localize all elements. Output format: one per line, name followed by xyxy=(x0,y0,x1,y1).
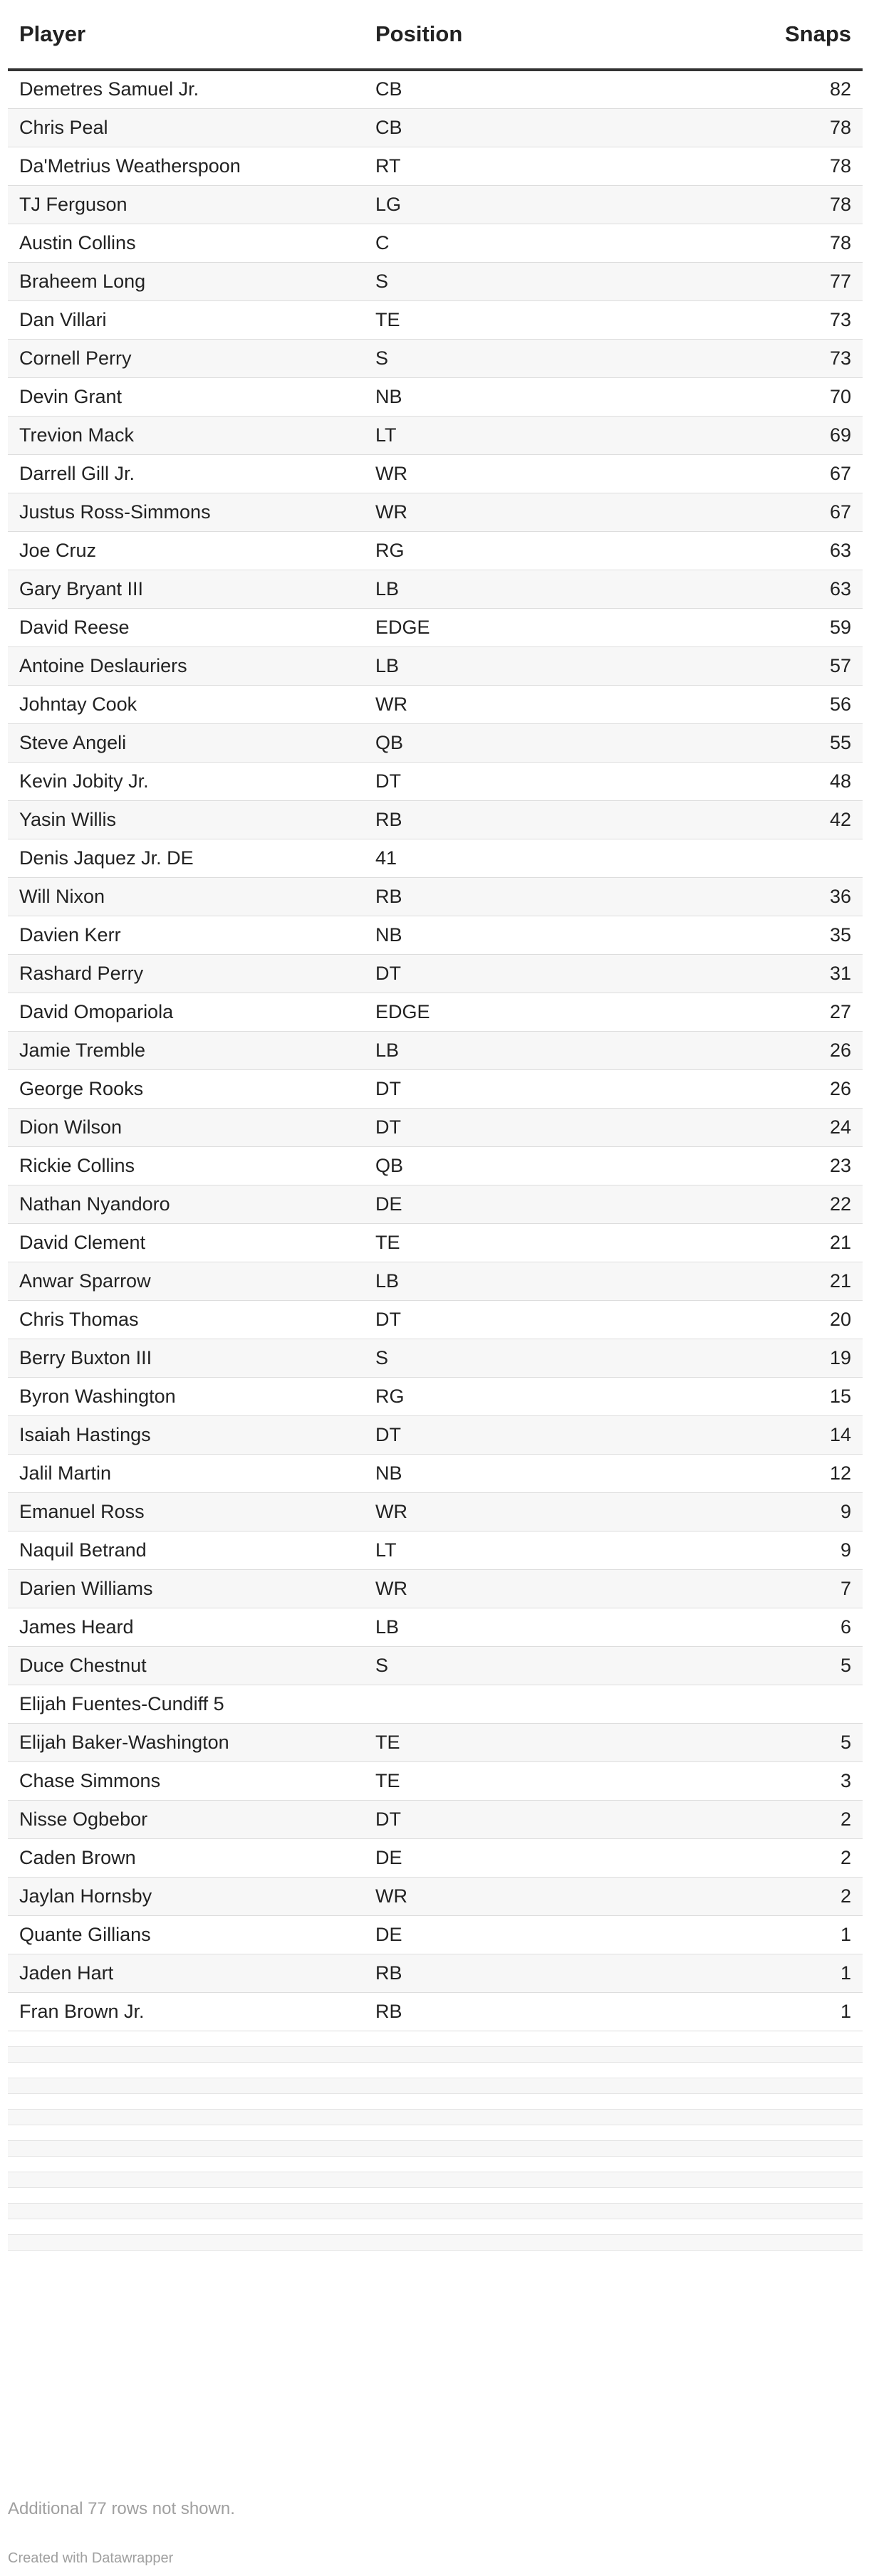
snaps-cell: 63 xyxy=(720,531,863,570)
table-row xyxy=(8,1838,863,1877)
player-cell: TJ Ferguson xyxy=(8,185,364,224)
snaps-cell: 21 xyxy=(720,1262,863,1300)
snaps-cell: 1 xyxy=(720,1954,863,1992)
table-row xyxy=(8,1992,863,2031)
position-cell: WR xyxy=(364,493,720,531)
table-row xyxy=(8,954,863,993)
snaps-cell: 9 xyxy=(720,1531,863,1569)
table-row xyxy=(8,877,863,916)
position-cell: DE xyxy=(364,1915,720,1954)
player-cell: Rickie Collins xyxy=(8,1146,364,1185)
position-cell: TE xyxy=(364,300,720,339)
position-cell: RB xyxy=(364,1954,720,1992)
empty-table-row xyxy=(8,2172,863,2188)
snaps-cell: 56 xyxy=(720,685,863,723)
table-row xyxy=(8,1877,863,1915)
player-cell: Kevin Jobity Jr. xyxy=(8,762,364,800)
position-cell: RB xyxy=(364,800,720,839)
player-cell: Duce Chestnut xyxy=(8,1646,364,1685)
snaps-cell: 5 xyxy=(720,1646,863,1685)
header-row xyxy=(8,0,863,70)
position-cell: LB xyxy=(364,646,720,685)
snaps-cell: 26 xyxy=(720,1069,863,1108)
player-cell: Naquil Betrand xyxy=(8,1531,364,1569)
table-row xyxy=(8,608,863,646)
empty-table-row xyxy=(8,2188,863,2204)
table-row xyxy=(8,993,863,1031)
snaps-cell: 2 xyxy=(720,1838,863,1877)
table-row xyxy=(8,1454,863,1492)
table-row xyxy=(8,1223,863,1262)
player-cell: Chris Peal xyxy=(8,108,364,147)
empty-rows xyxy=(8,2031,863,2251)
player-cell: Nisse Ogbebor xyxy=(8,1800,364,1838)
snaps-cell: 15 xyxy=(720,1377,863,1415)
table-row xyxy=(8,108,863,147)
player-cell: Nathan Nyandoro xyxy=(8,1185,364,1223)
table-row xyxy=(8,1646,863,1685)
position-cell: DT xyxy=(364,762,720,800)
table-row xyxy=(8,1146,863,1185)
empty-table-row xyxy=(8,2078,863,2094)
snaps-cell: 69 xyxy=(720,416,863,454)
player-cell: Darrell Gill Jr. xyxy=(8,454,364,493)
position-cell: EDGE xyxy=(364,608,720,646)
player-cell: Davien Kerr xyxy=(8,916,364,954)
snaps-cell: 67 xyxy=(720,493,863,531)
player-cell: Braheem Long xyxy=(8,262,364,300)
snaps-cell: 59 xyxy=(720,608,863,646)
table-row xyxy=(8,1800,863,1838)
player-cell: Jaylan Hornsby xyxy=(8,1877,364,1915)
player-cell: Darien Williams xyxy=(8,1569,364,1608)
header-player[interactable]: Player xyxy=(8,0,364,70)
table-container xyxy=(8,0,863,2251)
header-position[interactable]: Position xyxy=(364,0,720,70)
table-row xyxy=(8,723,863,762)
snaps-cell: 73 xyxy=(720,339,863,377)
position-cell: TE xyxy=(364,1223,720,1262)
snaps-cell: 20 xyxy=(720,1300,863,1339)
snaps-cell: 78 xyxy=(720,147,863,185)
player-cell: Cornell Perry xyxy=(8,339,364,377)
player-cell: Joe Cruz xyxy=(8,531,364,570)
player-cell: Demetres Samuel Jr. xyxy=(8,70,364,108)
position-cell: TE xyxy=(364,1761,720,1800)
player-cell: Anwar Sparrow xyxy=(8,1262,364,1300)
table-header xyxy=(8,0,863,70)
empty-table-row xyxy=(8,2047,863,2063)
snaps-table xyxy=(8,0,863,2031)
snaps-cell: 48 xyxy=(720,762,863,800)
snaps-cell: 31 xyxy=(720,954,863,993)
player-cell: Jaden Hart xyxy=(8,1954,364,1992)
snaps-cell xyxy=(720,839,863,877)
snaps-cell: 19 xyxy=(720,1339,863,1377)
table-row xyxy=(8,916,863,954)
snaps-cell: 1 xyxy=(720,1915,863,1954)
position-cell: DT xyxy=(364,954,720,993)
empty-table-row xyxy=(8,2157,863,2172)
header-snaps[interactable]: Snaps xyxy=(720,0,863,70)
empty-table-row xyxy=(8,2063,863,2078)
snaps-cell: 78 xyxy=(720,108,863,147)
table-row xyxy=(8,339,863,377)
player-cell: Elijah Fuentes-Cundiff 5 xyxy=(8,1685,364,1723)
position-cell: S xyxy=(364,1339,720,1377)
position-cell: DT xyxy=(364,1415,720,1454)
position-cell: C xyxy=(364,224,720,262)
snaps-cell: 70 xyxy=(720,377,863,416)
snaps-cell: 36 xyxy=(720,877,863,916)
player-cell: Berry Buxton III xyxy=(8,1339,364,1377)
position-cell: WR xyxy=(364,685,720,723)
player-cell: Byron Washington xyxy=(8,1377,364,1415)
table-row xyxy=(8,800,863,839)
player-cell: Antoine Deslauriers xyxy=(8,646,364,685)
position-cell: DE xyxy=(364,1185,720,1223)
table-row xyxy=(8,300,863,339)
snaps-cell: 22 xyxy=(720,1185,863,1223)
snaps-cell: 7 xyxy=(720,1569,863,1608)
player-cell: Dion Wilson xyxy=(8,1108,364,1146)
table-row xyxy=(8,1723,863,1761)
table-row xyxy=(8,1377,863,1415)
snaps-cell: 9 xyxy=(720,1492,863,1531)
player-cell: Jalil Martin xyxy=(8,1454,364,1492)
table-row xyxy=(8,185,863,224)
snaps-cell: 26 xyxy=(720,1031,863,1069)
player-cell: Elijah Baker-Washington xyxy=(8,1723,364,1761)
snaps-cell: 67 xyxy=(720,454,863,493)
table-row xyxy=(8,1031,863,1069)
snaps-cell xyxy=(720,1685,863,1723)
table-row xyxy=(8,570,863,608)
position-cell: LT xyxy=(364,1531,720,1569)
snaps-cell: 82 xyxy=(720,70,863,108)
table-row xyxy=(8,1262,863,1300)
empty-table-row xyxy=(8,2235,863,2251)
snaps-cell: 2 xyxy=(720,1800,863,1838)
player-cell: Trevion Mack xyxy=(8,416,364,454)
position-cell: NB xyxy=(364,1454,720,1492)
player-cell: David Omopariola xyxy=(8,993,364,1031)
player-cell: Emanuel Ross xyxy=(8,1492,364,1531)
table-row xyxy=(8,262,863,300)
table-row xyxy=(8,147,863,185)
snaps-cell: 63 xyxy=(720,570,863,608)
table-row xyxy=(8,762,863,800)
position-cell: TE xyxy=(364,1723,720,1761)
player-cell: David Reese xyxy=(8,608,364,646)
snaps-cell: 24 xyxy=(720,1108,863,1146)
snaps-cell: 78 xyxy=(720,185,863,224)
snaps-cell: 21 xyxy=(720,1223,863,1262)
player-cell: Chase Simmons xyxy=(8,1761,364,1800)
snaps-cell: 14 xyxy=(720,1415,863,1454)
table-row xyxy=(8,685,863,723)
table-row xyxy=(8,1685,863,1723)
snaps-cell: 57 xyxy=(720,646,863,685)
snaps-cell: 3 xyxy=(720,1761,863,1800)
player-cell: Johntay Cook xyxy=(8,685,364,723)
table-row xyxy=(8,531,863,570)
position-cell: EDGE xyxy=(364,993,720,1031)
table-row xyxy=(8,1761,863,1800)
rows-not-shown-note: Additional 77 rows not shown. xyxy=(8,2499,235,2518)
table-row xyxy=(8,70,863,108)
player-cell: Da'Metrius Weatherspoon xyxy=(8,147,364,185)
position-cell: DE xyxy=(364,1838,720,1877)
position-cell: RB xyxy=(364,877,720,916)
position-cell: DT xyxy=(364,1300,720,1339)
position-cell: WR xyxy=(364,1877,720,1915)
table-row xyxy=(8,1108,863,1146)
snaps-cell: 42 xyxy=(720,800,863,839)
snaps-cell: 6 xyxy=(720,1608,863,1646)
snaps-cell: 35 xyxy=(720,916,863,954)
player-cell: Gary Bryant III xyxy=(8,570,364,608)
snaps-cell: 73 xyxy=(720,300,863,339)
position-cell: DT xyxy=(364,1108,720,1146)
position-cell: DT xyxy=(364,1069,720,1108)
snaps-cell: 78 xyxy=(720,224,863,262)
player-cell: Will Nixon xyxy=(8,877,364,916)
player-cell: Devin Grant xyxy=(8,377,364,416)
snaps-cell: 2 xyxy=(720,1877,863,1915)
table-row xyxy=(8,646,863,685)
player-cell: Justus Ross-Simmons xyxy=(8,493,364,531)
player-cell: George Rooks xyxy=(8,1069,364,1108)
snaps-cell: 77 xyxy=(720,262,863,300)
position-cell: NB xyxy=(364,916,720,954)
empty-table-row xyxy=(8,2031,863,2047)
position-cell: CB xyxy=(364,108,720,147)
empty-table-row xyxy=(8,2219,863,2235)
position-cell: DT xyxy=(364,1800,720,1838)
position-cell: RG xyxy=(364,531,720,570)
snaps-cell: 1 xyxy=(720,1992,863,2031)
position-cell: RG xyxy=(364,1377,720,1415)
table-body xyxy=(8,70,863,2031)
position-cell: LT xyxy=(364,416,720,454)
empty-table-row xyxy=(8,2110,863,2125)
position-cell: S xyxy=(364,262,720,300)
table-row xyxy=(8,377,863,416)
player-cell: Dan Villari xyxy=(8,300,364,339)
table-row xyxy=(8,1569,863,1608)
position-cell: WR xyxy=(364,1569,720,1608)
table-row xyxy=(8,1300,863,1339)
position-cell: WR xyxy=(364,454,720,493)
table-row xyxy=(8,1185,863,1223)
table-row xyxy=(8,1531,863,1569)
player-cell: Fran Brown Jr. xyxy=(8,1992,364,2031)
table-row xyxy=(8,1954,863,1992)
table-row xyxy=(8,1915,863,1954)
position-cell: QB xyxy=(364,723,720,762)
player-cell: Isaiah Hastings xyxy=(8,1415,364,1454)
table-row xyxy=(8,454,863,493)
empty-table-row xyxy=(8,2094,863,2110)
table-row xyxy=(8,1608,863,1646)
position-cell: NB xyxy=(364,377,720,416)
position-cell xyxy=(364,1685,720,1723)
snaps-cell: 23 xyxy=(720,1146,863,1185)
player-cell: Steve Angeli xyxy=(8,723,364,762)
table-row xyxy=(8,224,863,262)
position-cell: CB xyxy=(364,70,720,108)
position-cell: LB xyxy=(364,570,720,608)
player-cell: James Heard xyxy=(8,1608,364,1646)
position-cell: RB xyxy=(364,1992,720,2031)
player-cell: Denis Jaquez Jr. DE xyxy=(8,839,364,877)
player-cell: David Clement xyxy=(8,1223,364,1262)
position-cell: LG xyxy=(364,185,720,224)
player-cell: Austin Collins xyxy=(8,224,364,262)
player-cell: Chris Thomas xyxy=(8,1300,364,1339)
player-cell: Jamie Tremble xyxy=(8,1031,364,1069)
table-row xyxy=(8,493,863,531)
datawrapper-credit: Created with Datawrapper xyxy=(8,2550,174,2566)
position-cell: LB xyxy=(364,1031,720,1069)
table-row xyxy=(8,839,863,877)
position-cell: RT xyxy=(364,147,720,185)
position-cell: LB xyxy=(364,1608,720,1646)
table-row xyxy=(8,1069,863,1108)
position-cell: 41 xyxy=(364,839,720,877)
snaps-cell: 27 xyxy=(720,993,863,1031)
position-cell: WR xyxy=(364,1492,720,1531)
table-row xyxy=(8,1415,863,1454)
snaps-cell: 12 xyxy=(720,1454,863,1492)
position-cell: S xyxy=(364,339,720,377)
position-cell: QB xyxy=(364,1146,720,1185)
empty-table-row xyxy=(8,2204,863,2219)
snaps-cell: 55 xyxy=(720,723,863,762)
empty-table-row xyxy=(8,2141,863,2157)
table-row xyxy=(8,1492,863,1531)
table-row xyxy=(8,1339,863,1377)
player-cell: Caden Brown xyxy=(8,1838,364,1877)
position-cell: S xyxy=(364,1646,720,1685)
player-cell: Rashard Perry xyxy=(8,954,364,993)
snaps-cell: 5 xyxy=(720,1723,863,1761)
player-cell: Quante Gillians xyxy=(8,1915,364,1954)
player-cell: Yasin Willis xyxy=(8,800,364,839)
table-row xyxy=(8,416,863,454)
empty-table-row xyxy=(8,2125,863,2141)
position-cell: LB xyxy=(364,1262,720,1300)
